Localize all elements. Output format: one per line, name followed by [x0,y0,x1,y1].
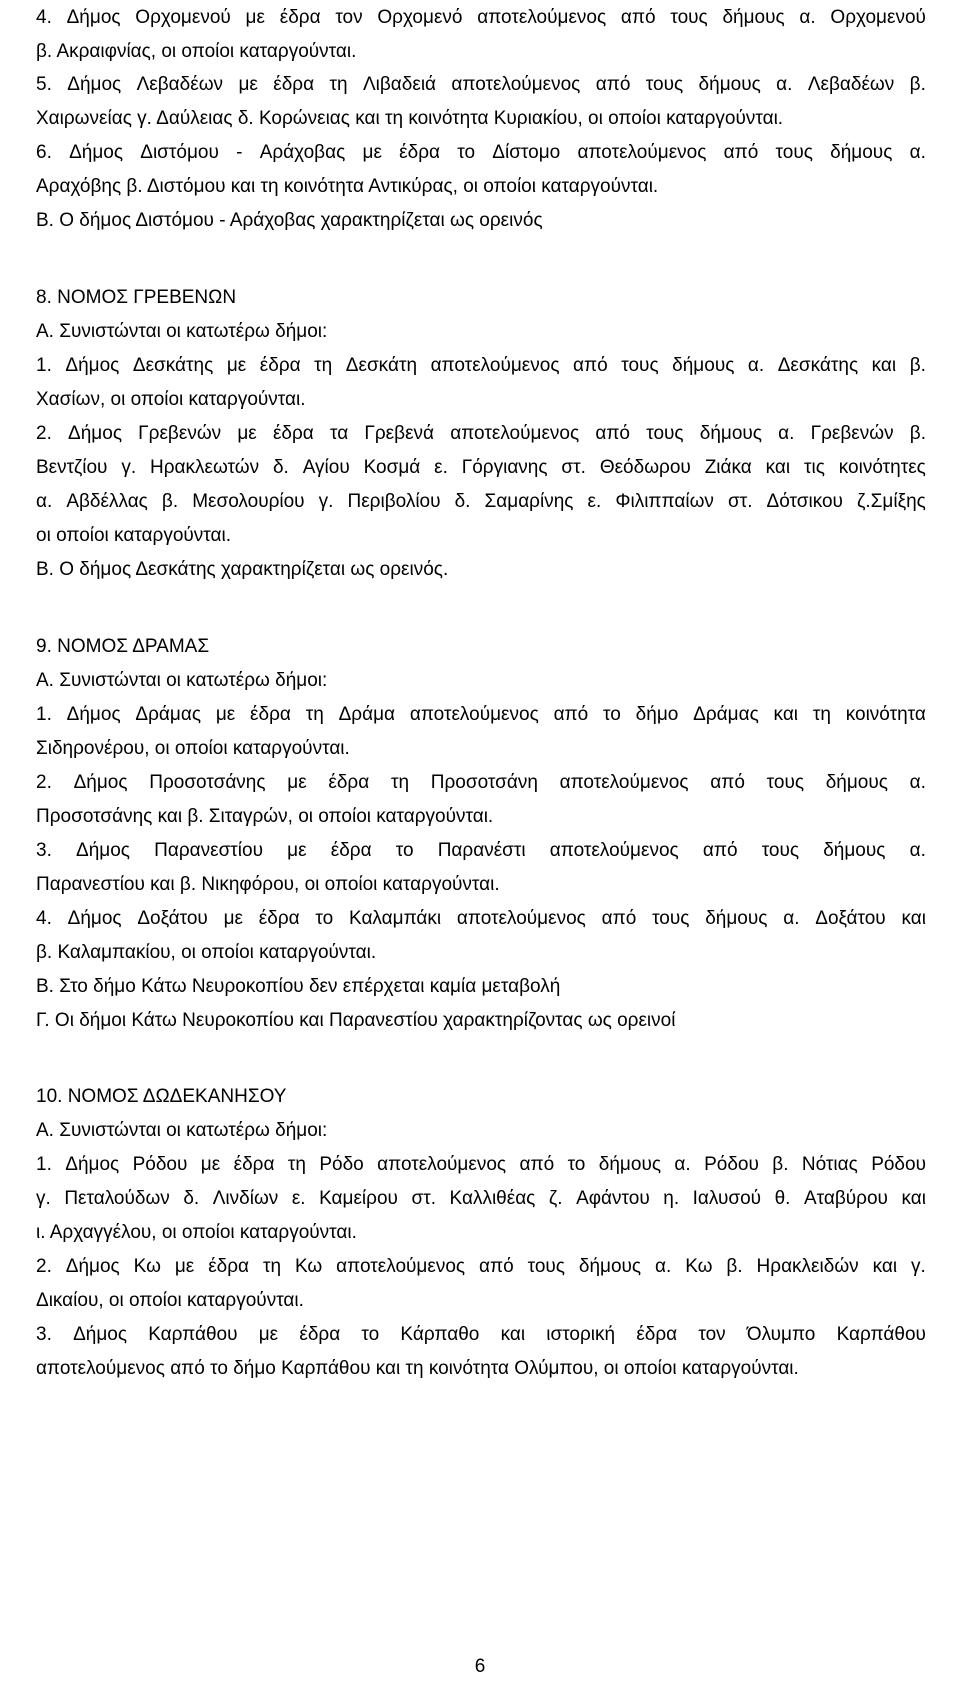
text-line: Β. Ο δήμος Διστόμου - Αράχοβας χαρακτηρίζεται ως ορεινός [36,210,543,231]
text-line: 2. Δήμος Γρεβενών με έδρα τα Γρεβενά αποτελούμενος από τους δήμους α. Γρεβενών β. [36,423,926,444]
text-line: β. Καλαμπακίου, οι οποίοι καταργούνται. [36,942,377,963]
text-line: 4. Δήμος Δοξάτου με έδρα το Καλαμπάκι αποτελούμενος από τους δήμους α. Δοξάτου και [36,908,926,929]
text-line: ι. Αρχαγγέλου, οι οποίοι καταργούνται. [36,1222,357,1243]
text-line: Δικαίου, οι οποίοι καταργούνται. [36,1290,304,1311]
text-line: Γ. Οι δήμοι Κάτω Νευροκοπίου και Παρανεστίου χαρακτηρίζοντας ως ορεινοί [36,1010,676,1031]
text-line: 1. Δήμος Δράμας με έδρα τη Δράμα αποτελούμενος από το δήμο Δράμας και τη κοινότητα [36,704,926,725]
text-line: Αραχόβης β. Διστόμου και τη κοινότητα Αντικύρας, οι οποίοι καταργούνται. [36,176,659,197]
text-line: 3. Δήμος Παρανεστίου με έδρα το Παρανέστι αποτελούμενος από τους δήμους α. [36,840,926,861]
text-line: 3. Δήμος Καρπάθου με έδρα το Κάρπαθο και ιστορική έδρα τον Όλυμπο Καρπάθου [36,1324,926,1345]
page-number: 6 [474,1656,486,1677]
text-line: Σιδηρονέρου, οι οποίοι καταργούνται. [36,738,350,759]
text-line: γ. Πεταλούδων δ. Λινδίων ε. Καμείρου στ. Καλλιθέας ζ. Αφάντου η. Ιαλυσού θ. Αταβύρου και [36,1188,926,1209]
text-line: 1. Δήμος Ρόδου με έδρα τη Ρόδο αποτελούμενος από το δήμους α. Ρόδου β. Νότιας Ρόδου [36,1154,926,1175]
text-line: 1. Δήμος Δεσκάτης με έδρα τη Δεσκάτη αποτελούμενος από τους δήμους α. Δεσκάτης και β. [36,355,926,376]
text-line: Β. Ο δήμος Δεσκάτης χαρακτηρίζεται ως ορεινός. [36,559,449,580]
text-line: α. Αβδέλλας β. Μεσολουρίου γ. Περιβολίου δ. Σαμαρίνης ε. Φιλιππαίων στ. Δότσικου ζ.Σμίξης [36,491,926,512]
text-line: Παρανεστίου και β. Νικηφόρου, οι οποίοι καταργούνται. [36,874,500,895]
text-line: Χαιρωνείας γ. Δαύλειας δ. Κορώνειας και τη κοινότητα Κυριακίου, οι οποίοι καταργούνται. [36,108,784,129]
text-line: 2. Δήμος Προσοτσάνης με έδρα τη Προσοτσάνη αποτελούμενος από τους δήμους α. [36,772,926,793]
text-line: 4. Δήμος Ορχομενού με έδρα τον Ορχομενό αποτελούμενος από τους δήμους α. Ορχομενού [36,7,926,28]
text-line: 2. Δήμος Κω με έδρα τη Κω αποτελούμενος από τους δήμους α. Κω β. Ηρακλειδών και γ. [36,1256,926,1277]
text-line: β. Ακραιφνίας, οι οποίοι καταργούνται. [36,41,357,62]
text-line: Βεντζίου γ. Ηρακλεωτών δ. Αγίου Κοσμά ε. Γόργιανης στ. Θεόδωρου Ζιάκα και τις κοινότητες [36,457,926,478]
text-line: Χασίων, οι οποίοι καταργούνται. [36,389,306,410]
subsection-heading: Α. Συνιστώνται οι κατωτέρω δήμοι: [36,321,328,342]
text-line: οι οποίοι καταργούνται. [36,525,232,546]
text-line: Β. Στο δήμο Κάτω Νευροκοπίου δεν επέρχεται καμία μεταβολή [36,976,561,997]
text-line: 5. Δήμος Λεβαδέων με έδρα τη Λιβαδειά αποτελούμενος από τους δήμους α. Λεβαδέων β. [36,74,926,95]
text-line: 6. Δήμος Διστόμου - Αράχοβας με έδρα το Δίστομο αποτελούμενος από τους δήμους α. [36,142,926,163]
subsection-heading: Α. Συνιστώνται οι κατωτέρω δήμοι: [36,1120,328,1141]
section-heading: 9. ΝΟΜΟΣ ΔΡΑΜΑΣ [36,636,210,657]
subsection-heading: Α. Συνιστώνται οι κατωτέρω δήμοι: [36,670,328,691]
section-heading: 8. ΝΟΜΟΣ ΓΡΕΒΕΝΩΝ [36,287,237,308]
section-heading: 10. ΝΟΜΟΣ ΔΩΔΕΚΑΝΗΣΟΥ [36,1086,287,1107]
text-line: αποτελούμενος από το δήμο Καρπάθου και τη κοινότητα Ολύμπου, οι οποίοι καταργούνται. [36,1358,799,1379]
text-line: Προσοτσάνης και β. Σιταγρών, οι οποίοι καταργούνται. [36,806,494,827]
